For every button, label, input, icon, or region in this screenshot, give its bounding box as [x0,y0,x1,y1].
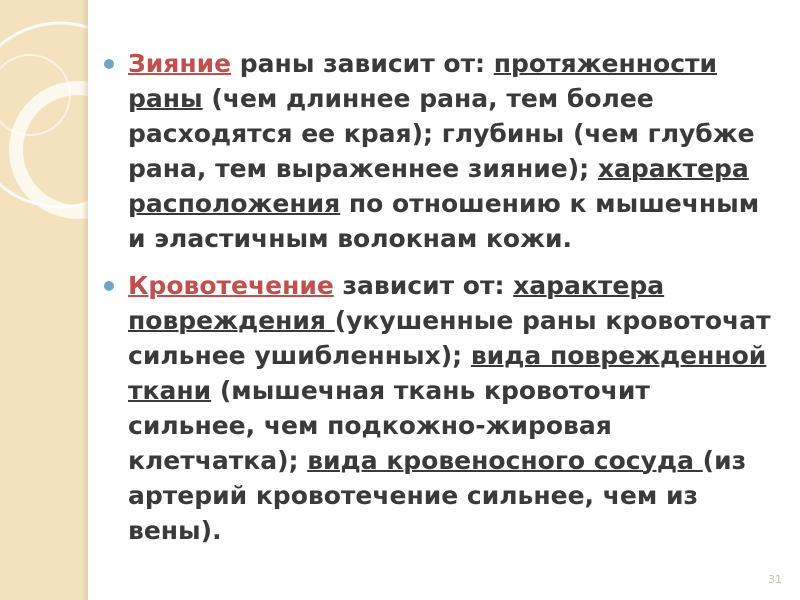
bullet-text: (мышечная ткань кровоточит сильнее, чем подкожно-жировая клетчатка); [128,376,650,475]
underlined-factor: протяженности раны [128,49,718,113]
bullet-text: по отношению к мышечным и эластичным волокнам кожи. [128,189,760,253]
underlined-factor: характера повреждения [128,271,665,335]
page-number: 31 [768,573,782,586]
bullet-gaping [104,46,774,256]
underlined-factor: вида кровеносного сосуда [307,446,703,475]
bullet-text: (из артерий кровотечение сильнее, чем из вены). [128,446,747,545]
bullet-bleeding [104,268,774,548]
bullet-dot-icon [104,59,114,69]
slide-content [104,46,774,548]
bullet-text: (чем длиннее рана, тем более расходятся ее края); глубины (чем глубже рана, тем выраженнее зияние); [128,84,755,183]
term-gaping: Зияние [128,49,232,78]
decorative-circles [0,0,88,600]
term-bleeding: Кровотечение [128,271,334,300]
bullet-text: раны зависит от: [231,49,494,78]
bullet-text: (укушенные раны кровоточат сильнее ушибленных); [128,306,771,370]
underlined-factor: вида поврежденной ткани [128,341,767,405]
bullet-text: зависит от: [333,271,514,300]
bullet-dot-icon [104,281,114,291]
decorative-sidebar [0,0,88,600]
underlined-factor: характера расположения [128,154,749,218]
